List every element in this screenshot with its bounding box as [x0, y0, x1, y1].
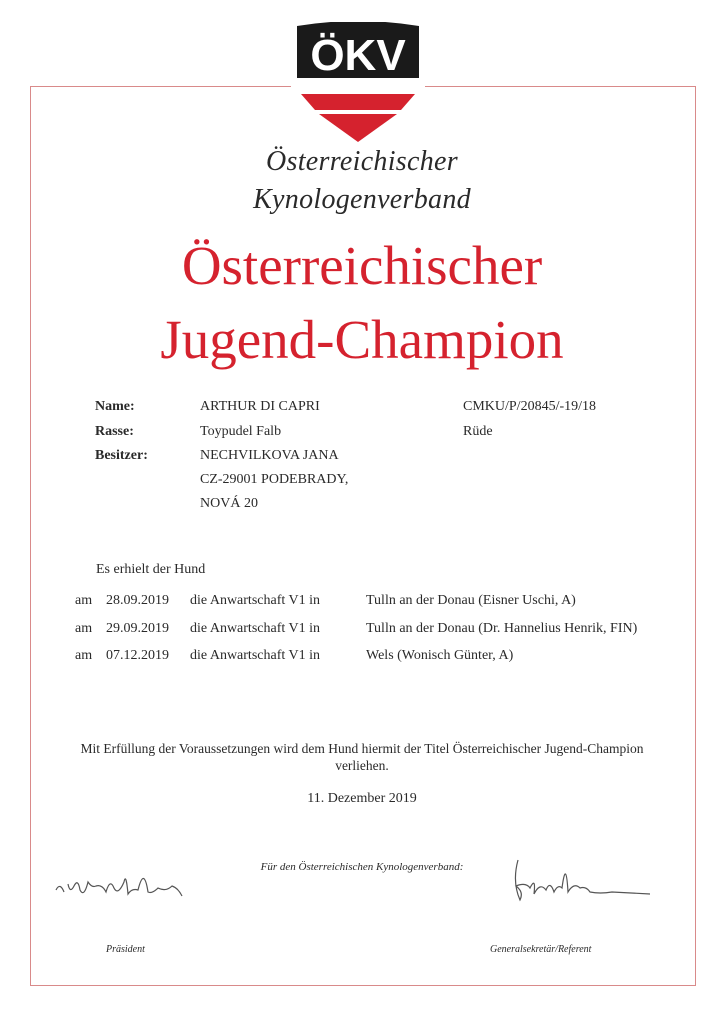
closing-line1: Mit Erfüllung der Voraussetzungen wird dem Hund hiermit der Titel Österreichischer Jugend-Champion: [80, 741, 644, 756]
breed-label: Rasse:: [95, 424, 134, 439]
certificate-title-line1: Österreichischer: [181, 235, 543, 296]
award-place: Tulln an der Donau (Dr. Hannelius Henrik, FIN): [366, 621, 638, 636]
organization-name-line1: Österreichischer: [266, 146, 458, 177]
logo-text: ÖKV: [310, 31, 406, 80]
award-prefix: am: [75, 621, 93, 636]
award-text: die Anwartschaft V1 in: [190, 593, 320, 608]
name-label: Name:: [95, 399, 135, 414]
award-row: [75, 621, 675, 641]
award-date: 07.12.2019: [106, 648, 169, 663]
award-prefix: am: [75, 593, 93, 608]
award-place: Wels (Wonisch Günter, A): [366, 648, 514, 663]
breed-value: Toypudel Falb: [200, 424, 282, 439]
awards-intro: Es erhielt der Hund: [96, 562, 206, 577]
award-date: 28.09.2019: [106, 593, 169, 608]
president-signature: [48, 858, 198, 908]
closing-statement: [40, 740, 684, 774]
award-text: die Anwartschaft V1 in: [190, 648, 320, 663]
owner-name: NECHVILKOVA JANA: [200, 448, 339, 463]
secretary-role: Generalsekretär/Referent: [490, 944, 592, 955]
organization-name-line2: Kynologenverband: [253, 184, 471, 215]
owner-label: Besitzer:: [95, 448, 148, 463]
signature-caption: Für den Österreichischen Kynologenverband:: [260, 861, 464, 873]
certificate-border: [30, 86, 696, 986]
closing-line2: verliehen.: [335, 758, 389, 773]
award-date: 29.09.2019: [106, 621, 169, 636]
award-text: die Anwartschaft V1 in: [190, 621, 320, 636]
owner-address-line2: NOVÁ 20: [200, 496, 258, 511]
dog-name: ARTHUR DI CAPRI: [200, 399, 320, 414]
award-row: [75, 648, 675, 668]
sex-value: Rüde: [463, 424, 493, 439]
award-row: [75, 593, 675, 613]
award-prefix: am: [75, 648, 93, 663]
president-role: Präsident: [106, 944, 145, 955]
award-place: Tulln an der Donau (Eisner Uschi, A): [366, 593, 576, 608]
owner-address-line1: CZ-29001 PODEBRADY,: [200, 472, 349, 487]
issue-date: 11. Dezember 2019: [307, 791, 417, 806]
certificate-title-line2: Jugend-Champion: [160, 309, 564, 370]
okv-logo: [291, 22, 425, 144]
secretary-signature: [500, 852, 660, 912]
registration-number: CMKU/P/20845/-19/18: [463, 399, 597, 414]
